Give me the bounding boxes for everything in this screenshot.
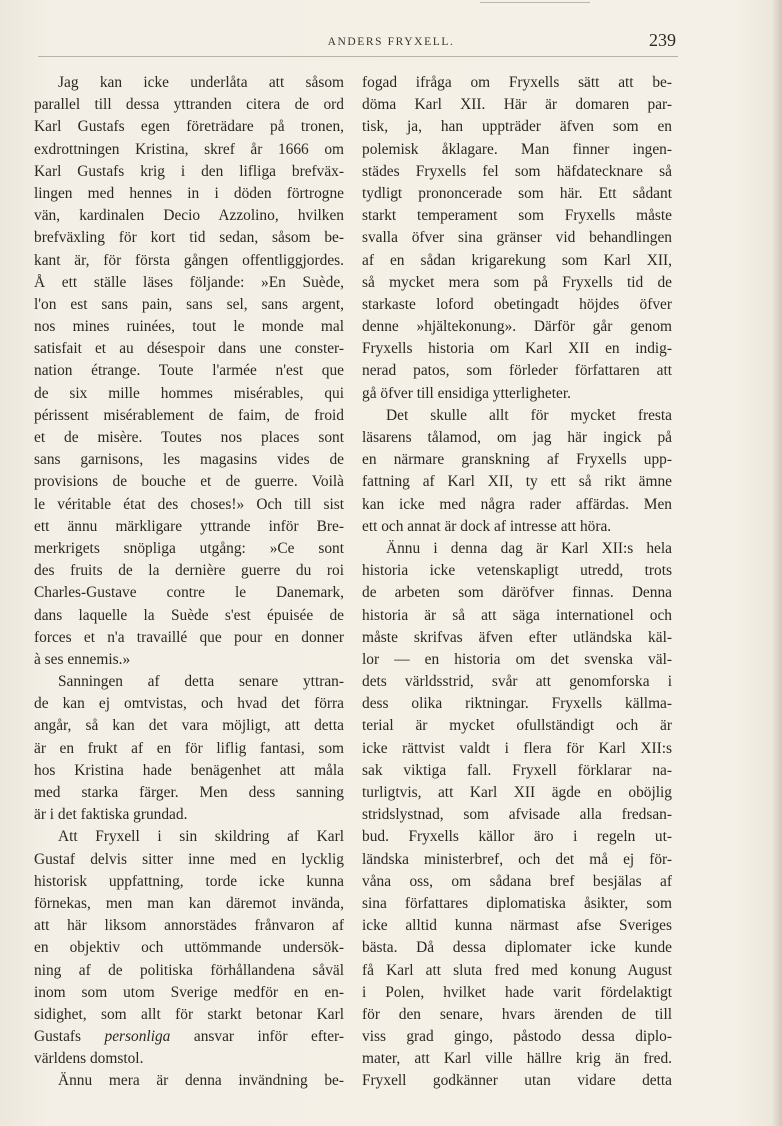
- text-line: Å ett ställe läses följande: »En Suède,: [34, 273, 344, 291]
- text-line: Det skulle allt för mycket fresta: [386, 406, 672, 424]
- text-line: en närmare granskning af Fryxells upp-: [362, 451, 672, 469]
- text-line: Fryxell godkänner utan vidare detta: [362, 1072, 672, 1090]
- text-line: med starka färger. Men dess sanning: [34, 784, 344, 801]
- text-line: starkt temperament som Fryxells måste: [362, 207, 672, 225]
- text-line: ländska ministerbref, och det må ej för-: [362, 850, 672, 868]
- text-line: viss grad gingo, påstodo dessa diplo-: [362, 1028, 672, 1046]
- text-line: vän, kardinalen Decio Azzolino, hvilken: [34, 207, 344, 225]
- text-line: döma Karl XII. Här är domaren par-: [362, 96, 672, 114]
- text-line: sak viktiga fall. Fryxell förklarar na-: [362, 761, 672, 779]
- text-line: nerad patos, som förleder författaren att: [362, 362, 672, 380]
- text-line: bästa. Då dessa diplomater icke kunde: [362, 939, 672, 957]
- text-line: Jag kan icke underlåta att såsom: [58, 74, 344, 91]
- text-line: Karl Gustafs egen företrädare på tronen,: [34, 118, 344, 136]
- text-line: le véritable état des choses!» Och till sist: [34, 495, 344, 513]
- page-number: 239: [649, 30, 676, 50]
- text-line: är i det faktiska grundad.: [34, 806, 188, 824]
- text-line: tisk, ja, han uppträder äfven som en: [362, 118, 672, 136]
- header-rule: [38, 56, 678, 57]
- text-line: polemisk åklagare. Man finner ingen-: [362, 140, 672, 158]
- text-line: världens domstol.: [34, 1050, 144, 1068]
- running-header: ANDERS FRYXELL.: [327, 36, 455, 48]
- text-line: kan icke med några rader affärdas. Men: [362, 495, 672, 513]
- text-line: tydligt prononcerade som här. Ett sådant: [362, 184, 672, 202]
- text-line: sina författares diplomatiska åsikter, som: [362, 894, 672, 912]
- text-line: få Karl att sluta fred med konung August: [362, 961, 672, 979]
- text-line: de six mille hommes misérables, qui: [34, 384, 344, 402]
- text-line: denne »hjältekonung». Därför går genom: [362, 318, 672, 336]
- text-line: icke alltid kunna närmast afse Sveriges: [362, 917, 672, 935]
- text-line: nos mines ruinées, tout le monde mal: [34, 318, 344, 336]
- text-line: à ses ennemis.»: [34, 650, 131, 668]
- text-line: historia är så att säga internationel och: [362, 606, 672, 624]
- text-line: terial är mycket ofullständigt och är: [362, 717, 672, 735]
- text-line: brefväxling för kort tid sedan, såsom be-: [34, 229, 344, 247]
- text-line: Gustaf delvis sitter inne med en lycklig: [34, 850, 344, 868]
- text-line: lor — en historia om det svenska väl-: [362, 650, 672, 668]
- text-line: svalla öfver sina gränser vid behandlingen: [362, 229, 672, 247]
- text-line: är en frukt af en för liflig fantasi, som: [34, 739, 344, 757]
- text-line: icke rättvist valdt i flera för Karl XII:s: [362, 739, 672, 757]
- text-line: angår, så kan det vara möjligt, att detta: [34, 717, 344, 735]
- text-line: Ännu mera är denna invändning be-: [58, 1072, 344, 1090]
- top-edge-mark: [480, 2, 590, 3]
- text-line: Charles-Gustave contre le Danemark,: [34, 584, 344, 602]
- text-line: turligtvis, att Karl XII ägde en oböjlig: [362, 784, 672, 801]
- text-line: mater, att Karl ville hällre krig än fred.: [362, 1050, 672, 1068]
- text-line: et de misère. Toutes nos places sont: [34, 429, 344, 446]
- text-line: parallel till dessa yttranden citera de ord: [34, 96, 344, 114]
- text-line: ett och annat är dock af intresse att höra.: [362, 517, 612, 535]
- text-line: périssent misérablement de faim, de froid: [34, 406, 344, 424]
- text-line: bud. Fryxells källor äro i regeln ut-: [362, 828, 672, 846]
- text-line: Sanningen af detta senare yttran-: [58, 673, 344, 691]
- text-line: Fryxells historia om Karl XII en indig-: [362, 340, 672, 358]
- text-line: städes Fryxells fel som häfdatecknare så: [362, 162, 672, 180]
- text-line: Karl Gustafs krig i den lifliga brefväx-: [34, 162, 344, 180]
- text-line: ning af de politiska förhållandena såväl: [34, 961, 344, 979]
- left-column: [34, 72, 344, 1093]
- text-line: [34, 1026, 344, 1048]
- text-line: i Polen, hvilket hade varit fördelaktigt: [362, 983, 672, 1001]
- text-line: förnekas, men man kan däremot invända,: [34, 894, 344, 912]
- text-line: de kan ej omtvistas, och hvad det förra: [34, 695, 344, 713]
- text-line: dans laquelle la Suède s'est épuisée de: [34, 606, 344, 624]
- text-line: så mycket mera som på Fryxells tid de: [362, 273, 672, 291]
- text-line: provisions de bouche et de guerre. Voilà: [34, 473, 344, 491]
- text-line: dets världsstrid, svår att genomforska i: [362, 673, 672, 691]
- text-line: en objektiv och uttömmande undersök-: [34, 939, 344, 957]
- text-line: lingen med hennes in i döden förtrogne: [34, 184, 344, 202]
- text-line: för den senare, hvars ärenden de till: [362, 1005, 672, 1023]
- text-line: Att Fryxell i sin skildring af Karl: [58, 828, 344, 846]
- text-line: ett ännu märkligare yttrande inför Bre-: [34, 517, 344, 535]
- text-line: våna oss, om sådana bref besjälas af: [362, 872, 672, 890]
- text-line: måste skrifvas äfven efter utländska käl-: [362, 628, 672, 646]
- text-segment: Gustafs: [34, 1028, 82, 1046]
- text-line: l'on est sans pain, sans sel, sans argent,: [34, 295, 344, 313]
- text-line: inom som utom Sverige medför en en-: [34, 983, 344, 1001]
- text-line: gå öfver till ensidiga ytterligheter.: [362, 384, 571, 402]
- text-line: sans garnisons, les magasins vides de: [34, 451, 344, 469]
- text-line: des fruits de la dernière guerre du roi: [34, 562, 344, 580]
- text-line: dess olika riktningar. Fryxells källma-: [362, 695, 672, 713]
- text-line: sidighet, som allt för starkt betonar Karl: [34, 1005, 344, 1023]
- text-line: af en sådan krigarekung som Karl XII,: [362, 251, 672, 269]
- text-line: att här liksom annorstädes frånvaron af: [34, 917, 344, 935]
- text-line: satisfait et au désespoir dans une conster-: [34, 340, 344, 358]
- text-line: de arbeten som däröfver finnas. Denna: [362, 584, 672, 602]
- text-line: Ännu i denna dag är Karl XII:s hela: [386, 539, 672, 557]
- right-column: [362, 72, 672, 1093]
- text-line: historia icke vetenskapligt utredd, trots: [362, 562, 672, 580]
- text-segment: ansvar inför efter-: [193, 1028, 344, 1046]
- text-line: exdrottningen Kristina, skref år 1666 om: [34, 140, 344, 158]
- text-line: historisk uppfattning, torde icke kunna: [34, 872, 344, 890]
- page-edge-shadow: [772, 0, 782, 1126]
- text-line: hos Kristina hade benägenhet att måla: [34, 761, 344, 779]
- text-line: läsarens tålamod, om jag här ingick på: [362, 429, 672, 446]
- text-line: fattning af Karl XII, ty ett så rikt ämne: [362, 473, 672, 491]
- text-line: merkrigets snöpliga utgång: »Ce sont: [34, 539, 344, 557]
- text-line: kant är, för första gången offentliggjordes.: [34, 251, 344, 269]
- emphasized-word: personliga: [104, 1028, 171, 1046]
- text-line: forces et n'a travaillé que pour en donner: [34, 628, 344, 646]
- text-line: stridslystnad, som afvisade alla fredsan-: [362, 806, 672, 824]
- text-line: fogad ifråga om Fryxells sätt att be-: [362, 74, 672, 91]
- text-line: starkaste loford obetingadt höjdes öfver: [362, 295, 672, 313]
- text-line: nation étrange. Toute l'armée n'est que: [34, 362, 344, 380]
